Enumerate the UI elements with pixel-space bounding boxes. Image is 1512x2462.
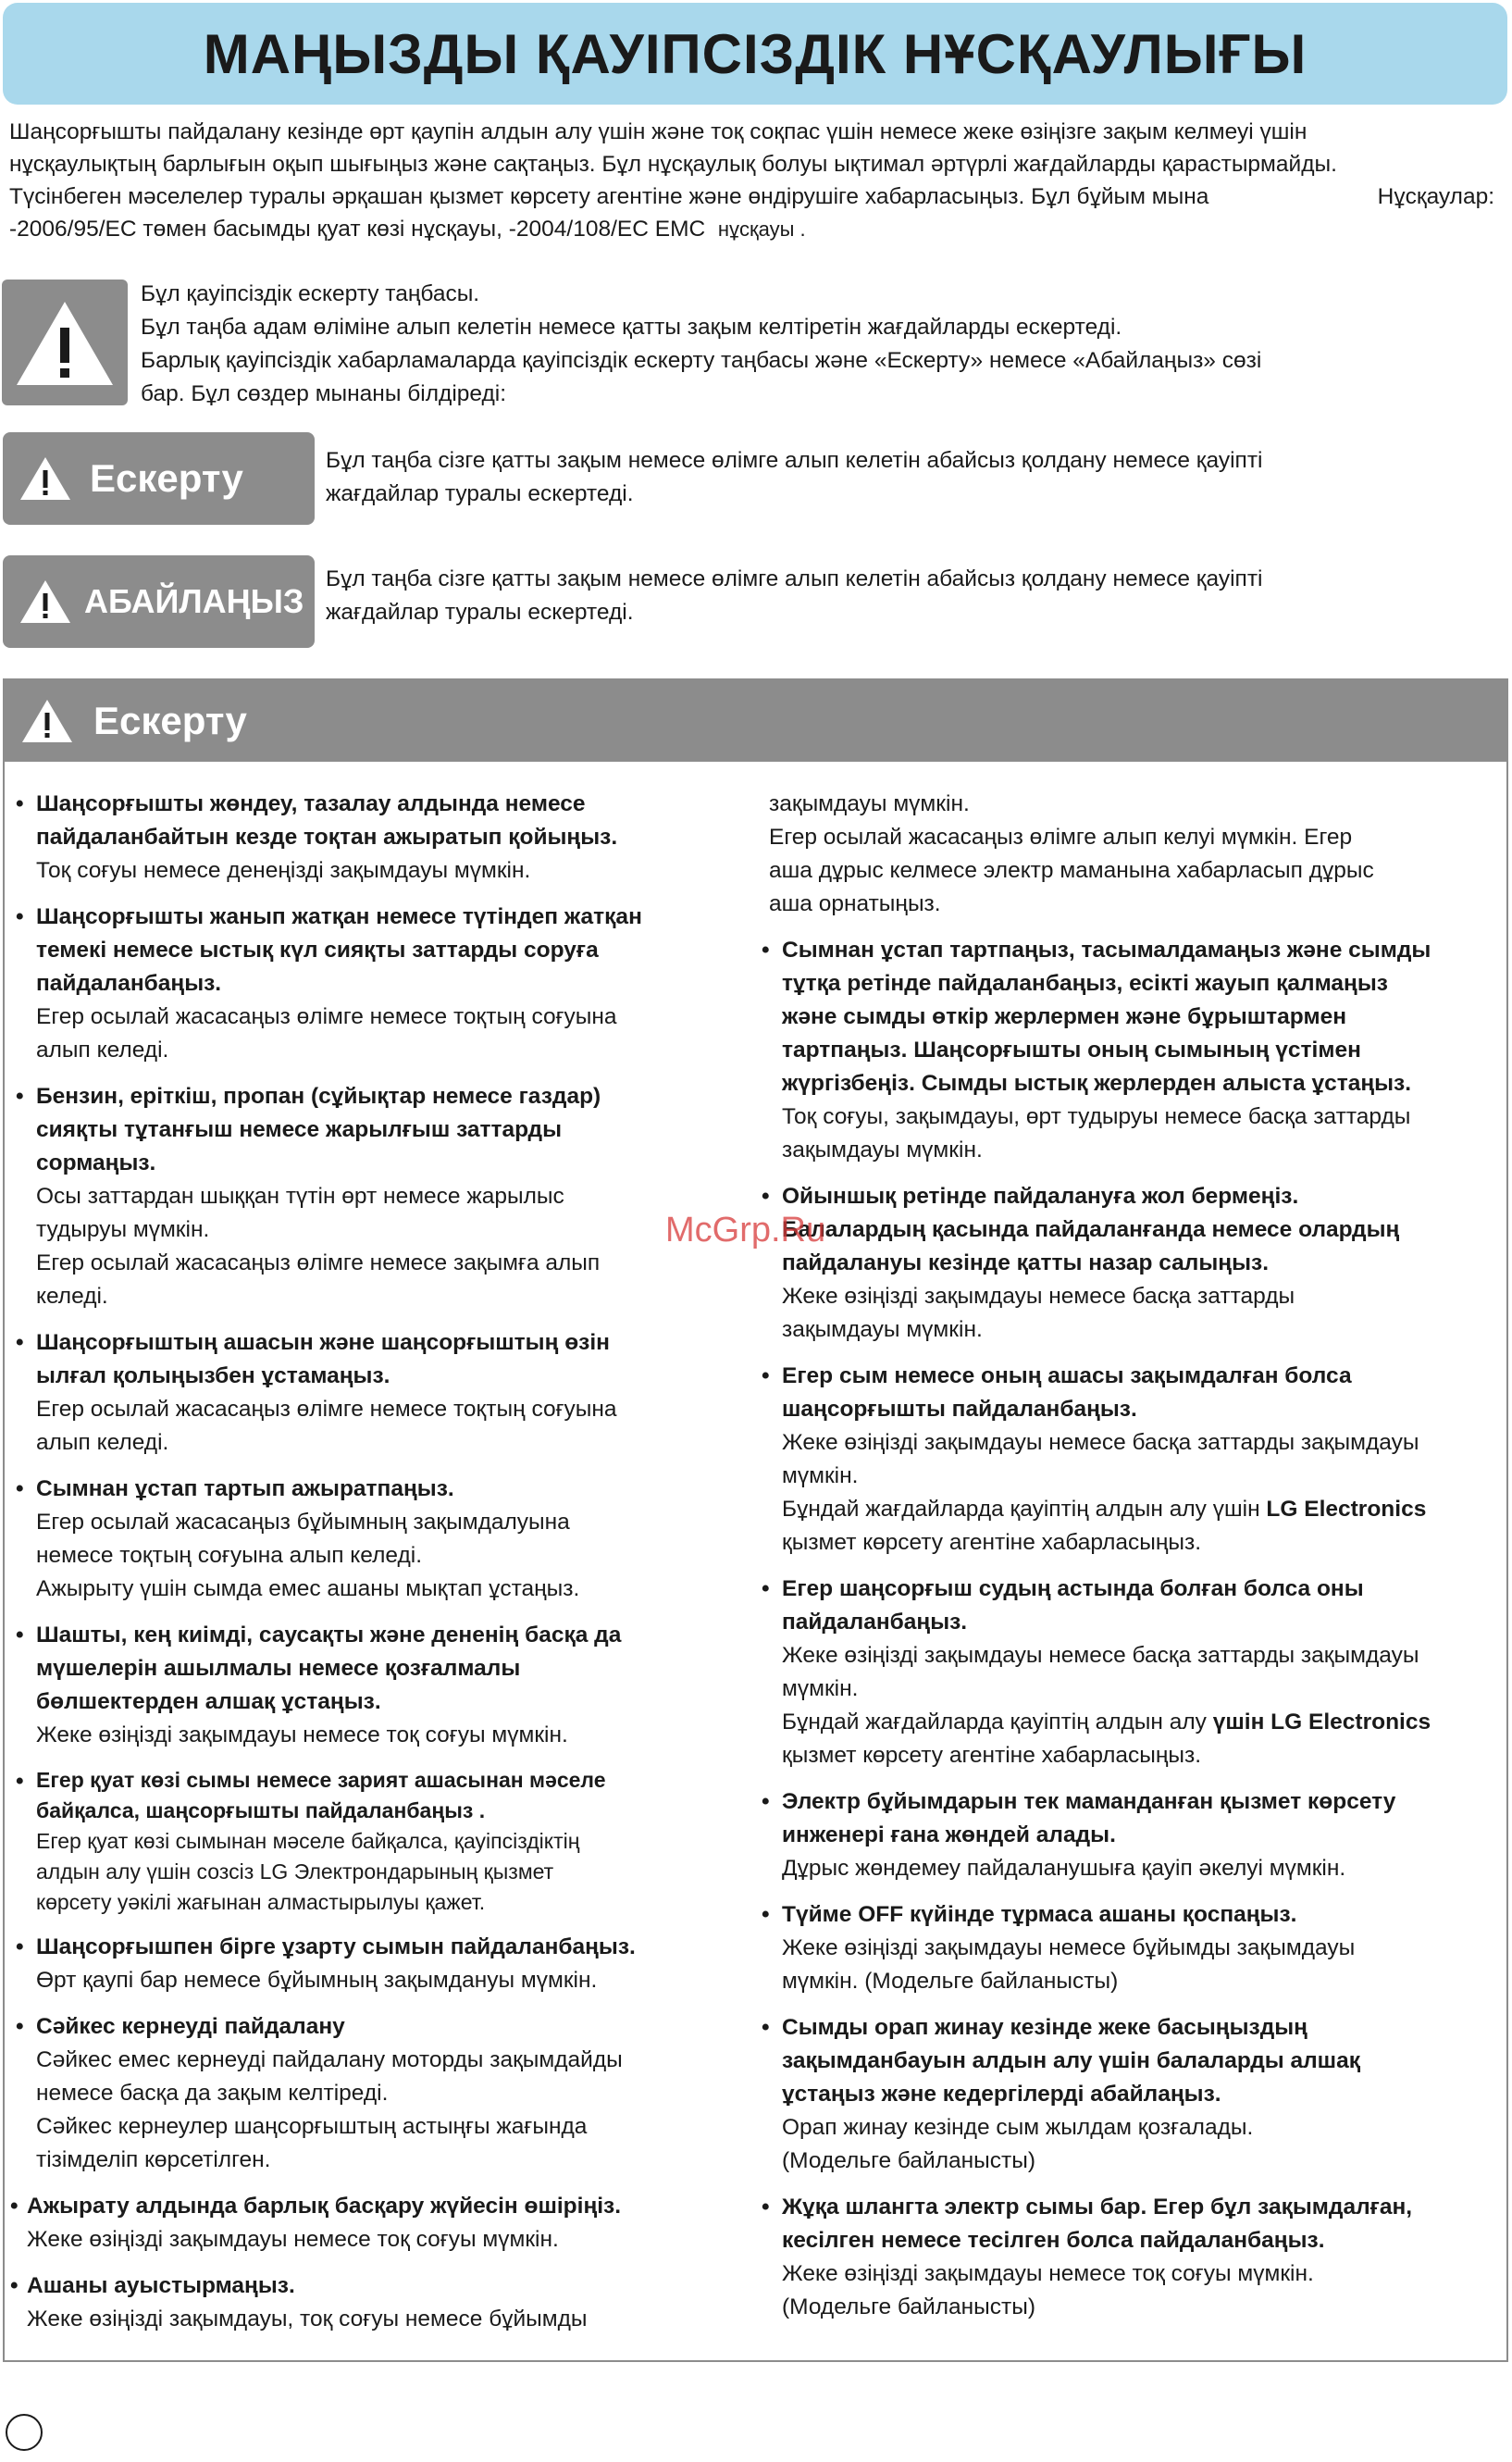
warning-item-line: Сәйкес кернеуді пайдалану [36, 2014, 345, 2039]
warning-item-line: Шашты, кең киімді, саусақты және дененің басқа да [36, 1623, 622, 1648]
bullet-icon: • [16, 1769, 24, 1794]
warning-item-line: мүшелерін ашылмалы немесе қозғалмалы [36, 1656, 521, 1681]
watermark: McGrp.Ru [665, 1211, 826, 1250]
caution-badge-label: АБАЙЛАҢЫЗ [84, 582, 304, 620]
bullet-icon: • [16, 791, 24, 816]
bullet-icon: • [16, 904, 24, 929]
warning-item-line: жүргізбеңіз. Сымды ыстық жерлерден алыста ұстаңыз. [782, 1071, 1412, 1096]
warning-item-line: сияқты тұтанғыш немесе жарылғыш заттарды [36, 1117, 562, 1142]
warning-item-line: Жеке өзіңізді зақымдауы немесе тоқ соғуы мүмкін. [782, 2261, 1314, 2286]
warning-item-line: (Модельге байланысты) [782, 2294, 1036, 2319]
bullet-icon: • [10, 2194, 19, 2219]
warning-item-line: немесе тоқтың соғуына алып келеді. [36, 1543, 423, 1568]
bullet-icon: • [762, 2015, 770, 2040]
intro-line: -2006/95/EC төмен басымды қуат көзі нұсқауы, -2004/108/EC EMC нұсқауы . [9, 217, 806, 242]
warning-section [3, 678, 1508, 2362]
warning-item-line: пайдалануы кезінде қатты назар салыңыз. [782, 1250, 1269, 1275]
bullet-icon: • [16, 1476, 24, 1501]
warning-item [16, 788, 743, 888]
warning-item-line: зақымдауы мүмкін. [769, 791, 970, 816]
warning-item-line: тудыруы мүмкін. [36, 1217, 210, 1242]
warning-item-line: Егер қуат көзі сымынан мәселе байқалса, қауіпсіздіктің [36, 1829, 580, 1853]
warning-item-line: алып келеді. [36, 1430, 169, 1455]
warning-item-line: аша дұрыс келмесе электр маманына хабарласып дұрыс [769, 858, 1374, 883]
warning-item [16, 1080, 743, 1313]
warning-item [762, 1360, 1502, 1560]
page-number-circle [6, 2414, 43, 2451]
bullet-icon: • [10, 2273, 19, 2298]
warning-item-line: Өрт қаупі бар немесе бұйымның зақымдануы мүмкін. [36, 1968, 598, 1993]
warning-item-line: алып келеді. [36, 1038, 169, 1063]
warning-item-line: Жеке өзіңізді зақымдауы немесе басқа заттарды зақымдауы [782, 1430, 1419, 1455]
safety-symbol-line: Бұл таңба адам өліміне алып келетін немесе қатты зақым келтіретін жағдайларды ескертеді. [141, 315, 1122, 340]
warning-item-line: Егер осылай жасасаңыз бұйымның зақымдалуына [36, 1510, 570, 1535]
warning-item-line: мүмкін. (Модельге байланысты) [782, 1969, 1119, 1994]
warning-item-line: бөлшектерден алшақ ұстаңыз. [36, 1689, 381, 1714]
warning-section-title: Ескерту [93, 699, 247, 742]
warning-item-line: Егер осылай жасасаңыз өлімге немесе тоқтың соғуына [36, 1397, 617, 1422]
bullet-icon: • [16, 1934, 24, 1959]
warning-item-line: Егер осылай жасасаңыз өлімге немесе зақымға алып [36, 1250, 601, 1275]
bullet-icon: • [762, 1902, 770, 1927]
warning-triangle-icon [18, 454, 73, 503]
warning-item [762, 2191, 1502, 2324]
warning-item-line: Ашаны ауыстырмаңыз. [27, 2273, 295, 2298]
warning-item-line: Ажырату алдында барлық басқару жүйесін өшіріңіз. [27, 2194, 622, 2219]
warning-item [16, 1931, 743, 1997]
title-banner [3, 3, 1507, 105]
warning-item [762, 934, 1502, 1167]
warning-item-line: Егер қуат көзі сымы немесе зарият ашасынан мәселе [36, 1768, 606, 1792]
warning-item-line: Жеке өзіңізді зақымдауы немесе басқа заттарды зақымдауы [782, 1643, 1419, 1668]
warning-item [16, 1473, 743, 1606]
intro-paragraph [9, 116, 1494, 245]
warning-item-line: және сымды өткір жерлермен және бұрыштармен [782, 1004, 1346, 1029]
warning-item-line: қызмет көрсету агентіне хабарласыңыз. [782, 1743, 1202, 1768]
warning-item-line: зақымданбауын алдын алу үшін балаларды алшақ [782, 2048, 1360, 2073]
bullet-icon: • [762, 2195, 770, 2220]
warning-item-line: Бұндай жағдайларда қауіптің алдын алу үшін LG Electronics [782, 1497, 1427, 1522]
warning-item [762, 1898, 1502, 1998]
safety-symbol-line: Барлық қауіпсіздік хабарламаларда қауіпсіздік ескерту таңбасы және «Ескерту» немесе «Абайлаңыз» сөзі [141, 348, 1262, 373]
warning-item-line: Бұндай жағдайларда қауіптің алдын алу үшін LG Electronics [782, 1710, 1431, 1735]
safety-symbol-line: Бұл қауіпсіздік ескерту таңбасы. [141, 281, 480, 306]
warning-item-line: Егер сым немесе оның ашасы зақымдалған болса [782, 1363, 1352, 1388]
warning-triangle-icon [18, 578, 73, 626]
warning-item-line: тізімделіп көрсетілген. [36, 2147, 271, 2172]
warning-item-line: инженері ғана жөндей алады. [782, 1822, 1116, 1847]
warning-item-line: мүмкін. [782, 1463, 859, 1488]
warning-item-line: шаңсорғышты пайдаланбаңыз. [782, 1397, 1137, 1422]
warning-item-line: немесе басқа да зақым келтіреді. [36, 2081, 389, 2106]
warning-item-line: Егер осылай жасасаңыз өлімге алып келуі мүмкін. Егер [769, 825, 1353, 850]
page-title: МАҢЫЗДЫ ҚАУІПСІЗДІК НҰСҚАУЛЫҒЫ [203, 22, 1308, 85]
warning-item-line: зақымдауы мүмкін. [782, 1138, 983, 1163]
bullet-icon: • [762, 938, 770, 963]
warning-item-line: Сымнан ұстап тартып ажыратпаңыз. [36, 1476, 454, 1501]
warning-column-right [762, 788, 1502, 2337]
warning-item-line: Дұрыс жөндемеу пайдаланушыға қауіп әкелуі мүмкін. [782, 1856, 1346, 1881]
warning-item-line: Сәйкес кернеулер шаңсорғыштың астыңғы жағында [36, 2114, 588, 2139]
warning-item-line: ұстаңыз және кедергілерді абайлаңыз. [782, 2082, 1221, 2107]
warning-item-line: Жеке өзіңізді зақымдауы немесе тоқ соғуы мүмкін. [36, 1722, 568, 1747]
warning-item-line: Тоқ соғуы, зақымдауы, өрт тудыруы немесе басқа заттарды [782, 1104, 1411, 1129]
warning-item-line: Егер шаңсорғыш судың астында болған болса оны [782, 1576, 1364, 1601]
warning-item-line: тұтқа ретінде пайдаланбаңыз, есікті жауып қалмаңыз [782, 971, 1388, 996]
warning-item [10, 2269, 743, 2336]
warning-item-line: аша орнатыңыз. [769, 891, 941, 916]
warning-item-line: алдын алу үшін созсіз LG Электрондарының қызмет [36, 1859, 554, 1884]
warning-item-line: Сәйкес емес кернеуді пайдалану моторды зақымдайды [36, 2047, 623, 2072]
warning-item-line: кесілген немесе тесілген болса пайдаланбаңыз. [782, 2228, 1325, 2253]
warning-section-header [5, 680, 1506, 762]
warning-item-line: Орап жинау кезінде сым жылдам қозғалады. [782, 2115, 1254, 2140]
warning-item-line: Шаңсорғышты жанып жатқан немесе түтіндеп жатқан [36, 904, 642, 929]
warning-item-continued [762, 788, 1502, 921]
warning-item-line: пайдаланбаңыз. [36, 971, 222, 996]
warning-item-line: пайдаланбаңыз. [782, 1610, 968, 1635]
safety-alert-symbol [2, 280, 128, 405]
warning-item-line: Шаңсорғышпен бірге ұзарту сымын пайдаланбаңыз. [36, 1934, 636, 1959]
warning-item-line: Электр бұйымдарын тек маманданған қызмет көрсету [782, 1789, 1396, 1814]
warning-item [16, 1326, 743, 1460]
warning-item-line: Бензин, еріткіш, пропан (сұйықтар немесе газдар) [36, 1084, 601, 1109]
warning-item-line: Жеке өзіңізді зақымдауы, тоқ соғуы немесе бұйымды [27, 2307, 588, 2331]
bullet-icon: • [16, 1330, 24, 1355]
warning-badge-label: Ескерту [90, 456, 243, 500]
warning-item-line: көрсету уәкілі жағынан алмастырылуы қажет. [36, 1890, 486, 1914]
bullet-icon: • [762, 1184, 770, 1209]
intro-line: Шаңсорғышты пайдалану кезінде өрт қаупін алдын алу үшін және тоқ соқпас үшін немесе жеке өзіңізге зақым келмеуі үшін [9, 119, 1308, 144]
bullet-icon: • [762, 1789, 770, 1814]
bullet-icon: • [16, 2014, 24, 2039]
warning-item-line: Түйме OFF күйінде тұрмаса ашаны қоспаңыз. [782, 1902, 1297, 1927]
warning-item-line: Жұқа шлангта электр сымы бар. Егер бұл зақымдалған, [782, 2195, 1413, 2220]
safety-symbol-line: бар. Бұл сөздер мынаны білдіреді: [141, 381, 507, 406]
bullet-icon: • [16, 1084, 24, 1109]
warning-item-line: Жеке өзіңізді зақымдауы немесе басқа заттарды [782, 1284, 1295, 1309]
warning-item-line: Жеке өзіңізді зақымдауы немесе бұйымды зақымдауы [782, 1935, 1356, 1960]
warning-item [762, 1180, 1502, 1347]
warning-item-line: Ойыншық ретінде пайдалануға жол бермеңіз. [782, 1184, 1299, 1209]
warning-item-line: (Модельге байланысты) [782, 2148, 1036, 2173]
warning-item-line: Балалардың қасында пайдаланғанда немесе олардың [782, 1217, 1400, 1242]
warning-item-line: қызмет көрсету агентіне хабарласыңыз. [782, 1530, 1202, 1555]
bullet-icon: • [16, 1623, 24, 1648]
warning-badge-description: Бұл таңба сізге қатты зақым немесе өлімге алып келетін абайсыз қолдану немесе қауіпті жағдайлар туралы ескертеді. [326, 448, 1263, 506]
warning-item-line: Тоқ соғуы немесе денеңізді зақымдауы мүмкін. [36, 858, 531, 883]
warning-item-line: Сымды орап жинау кезінде жеке басыңыздың [782, 2015, 1308, 2040]
warning-item [762, 1785, 1502, 1885]
warning-item-line: тартпаңыз. Шаңсорғышты оның сымының үстімен [782, 1038, 1361, 1063]
warning-item [16, 1619, 743, 1752]
warning-item-line: келеді. [36, 1284, 108, 1309]
warning-item-line: Сымнан ұстап тартпаңыз, тасымалдамаңыз және сымды [782, 938, 1431, 963]
warning-item-line: Ажырыту үшін сымда емес ашаны мықтап ұстаңыз. [36, 1576, 580, 1601]
warning-triangle-icon [13, 296, 117, 389]
warning-badge [3, 432, 315, 525]
warning-item-line: Шаңсорғыштың ашасын және шаңсорғыштың өзін [36, 1330, 610, 1355]
warning-item [762, 1573, 1502, 1772]
warning-item [16, 1765, 743, 1918]
warning-item-line: Осы заттардан шыққан түтін өрт немесе жарылыс [36, 1184, 564, 1209]
caution-badge [3, 555, 315, 648]
warning-item-line: байқалса, шаңсорғышты пайдаланбаңыз . [36, 1798, 486, 1822]
bullet-icon: • [762, 1363, 770, 1388]
warning-item [16, 901, 743, 1067]
warning-item-line: Шаңсорғышты жөндеу, тазалау алдында немесе [36, 791, 586, 816]
warning-item-line: темекі немесе ыстық күл сияқты заттарды соруға [36, 938, 599, 963]
caution-badge-description: Бұл таңба сізге қатты зақым немесе өлімге алып келетін абайсыз қолдану немесе қауіпті жағдайлар туралы ескертеді. [326, 566, 1263, 625]
intro-line-tail: Нұсқаулар: [1377, 184, 1494, 209]
warning-item [762, 2011, 1502, 2178]
warning-item [10, 2190, 743, 2257]
warning-item-line: Егер осылай жасасаңыз өлімге немесе тоқтың соғуына [36, 1004, 617, 1029]
intro-line: нұсқаулықтың барлығын оқып шығыңыз және сақтаңыз. Бұл нұсқаулық болуы ықтимал әртүрлі жағдайларды қарастырмайды. [9, 152, 1337, 177]
safety-symbol-text [141, 278, 1501, 411]
warning-item [16, 2010, 743, 2177]
warning-item-line: зақымдауы мүмкін. [782, 1317, 983, 1342]
warning-item-line: пайдаланбайтын кезде тоқтан ажыратып қойыңыз. [36, 825, 618, 850]
bullet-icon: • [762, 1576, 770, 1601]
warning-item-line: ылғал қолыңызбен ұстамаңыз. [36, 1363, 390, 1388]
warning-item-line: мүмкін. [782, 1676, 859, 1701]
warning-item-line: сормаңыз. [36, 1150, 156, 1175]
intro-line: Түсінбеген мәселелер туралы әрқашан қызмет көрсету агентіне және өндірушіге хабарласыңыз. Бұл бұйым мына Нұсқаулар: [9, 180, 1494, 213]
warning-triangle-icon [19, 697, 75, 745]
warning-item-line: Жеке өзіңізді зақымдауы немесе тоқ соғуы мүмкін. [27, 2227, 559, 2252]
warning-column-left [10, 788, 743, 2349]
